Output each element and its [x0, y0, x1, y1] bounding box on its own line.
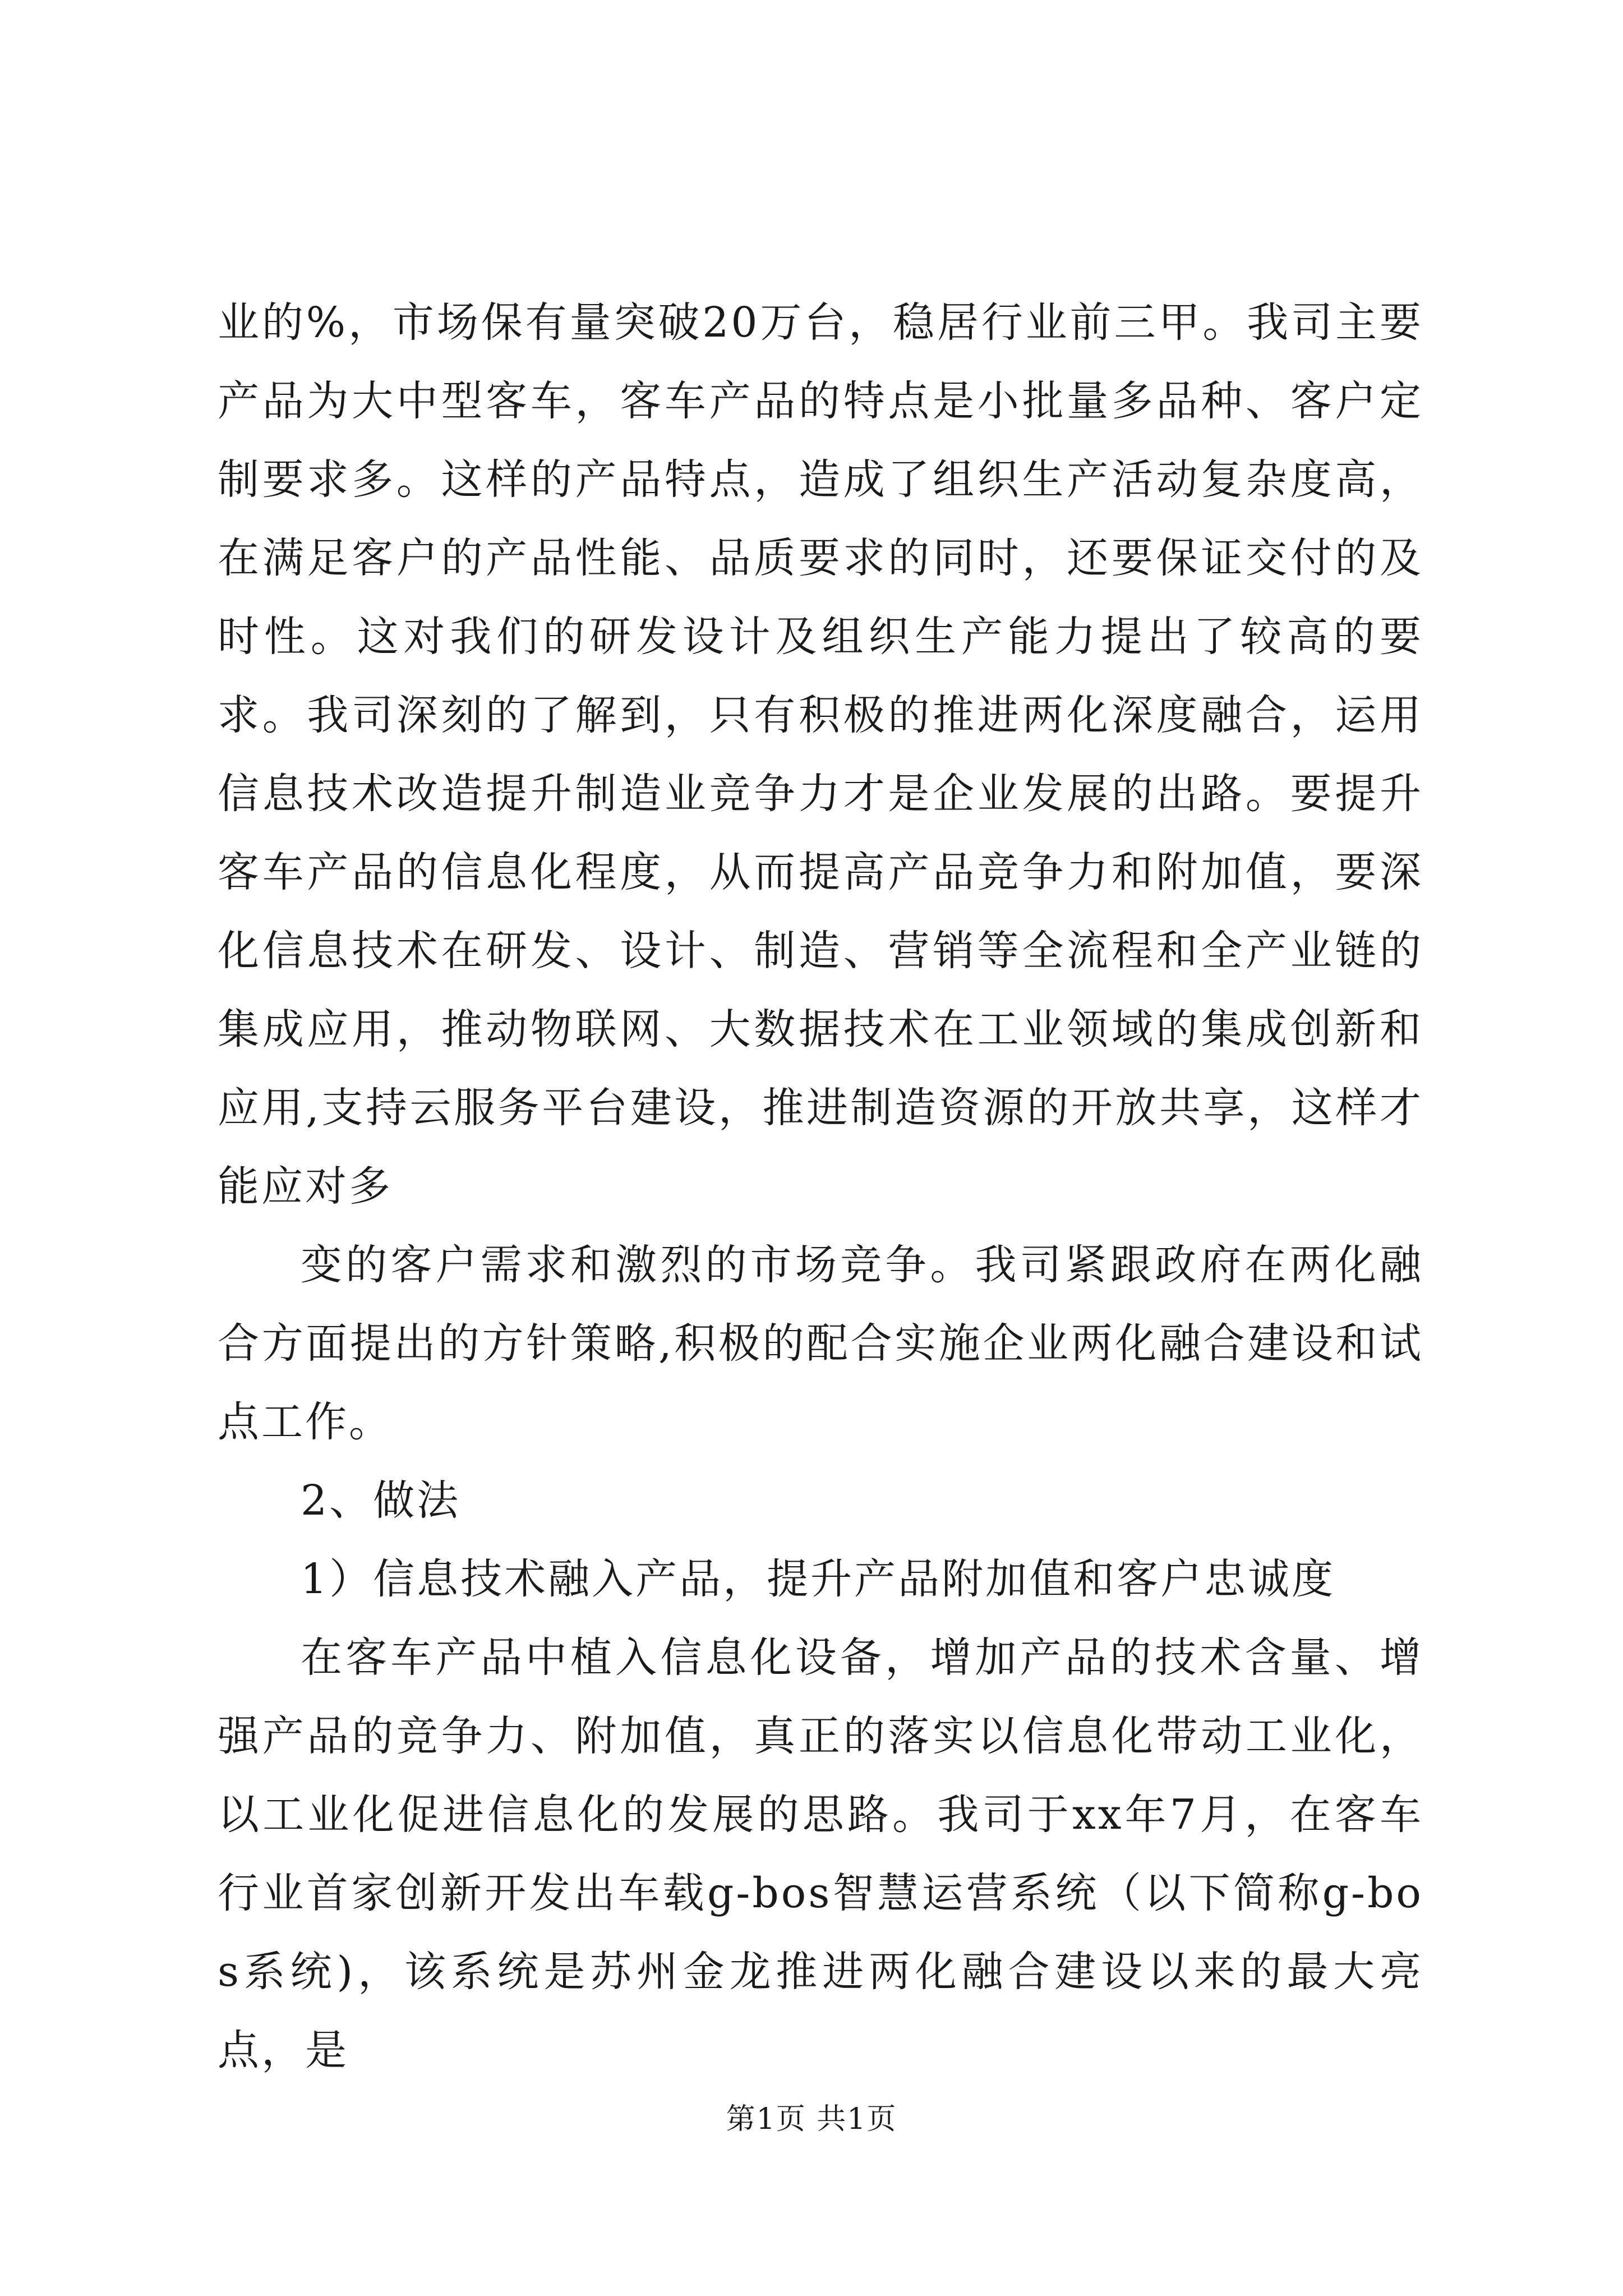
document-body: [218, 283, 1423, 2090]
section-heading-methods: 2、做法: [301, 1476, 461, 1525]
subheading-1: 1）信息技术融入产品，提升产品附加值和客户忠诚度: [301, 1555, 1336, 1603]
paragraph-3: 在客车产品中植入信息化设备，增加产品的技术含量、增强产品的竞争力、附加值，真正的落实以信息化带动工业化，以工业化促进信息化的发展的思路。我司于xx年7月，在客车行业首家创新开发出车载g-bos智慧运营系统（以下简称g-bos系统)，该系统是苏州金龙推进两化融合建设以来的最大亮点，是: [218, 1634, 1423, 2074]
paragraph-1: 业的%，市场保有量突破20万台，稳居行业前三甲。我司主要产品为大中型客车，客车产品的特点是小批量多品种、客户定制要求多。这样的产品特点，造成了组织生产活动复杂度高，在满足客户的产品性能、品质要求的同时，还要保证交付的及时性。这对我们的研发设计及组织生产能力提出了较高的要求。我司深刻的了解到，只有积极的推进两化深度融合，运用信息技术改造提升制造业竞争力才是企业发展的出路。要提升客车产品的信息化程度，从而提高产品竞争力和附加值，要深化信息技术在研发、设计、制造、营销等全流程和全产业链的集成应用，推动物联网、大数据技术在工业领域的集成创新和应用,支持云服务平台建设，推进制造资源的开放共享，这样才能应对多: [218, 298, 1423, 1211]
page-footer: 第1页 共1页: [726, 2102, 897, 2136]
paragraph-2: 变的客户需求和激烈的市场竞争。我司紧跟政府在两化融合方面提出的方针策略,积极的配合实施企业两化融合建设和试点工作。: [218, 1241, 1423, 1446]
